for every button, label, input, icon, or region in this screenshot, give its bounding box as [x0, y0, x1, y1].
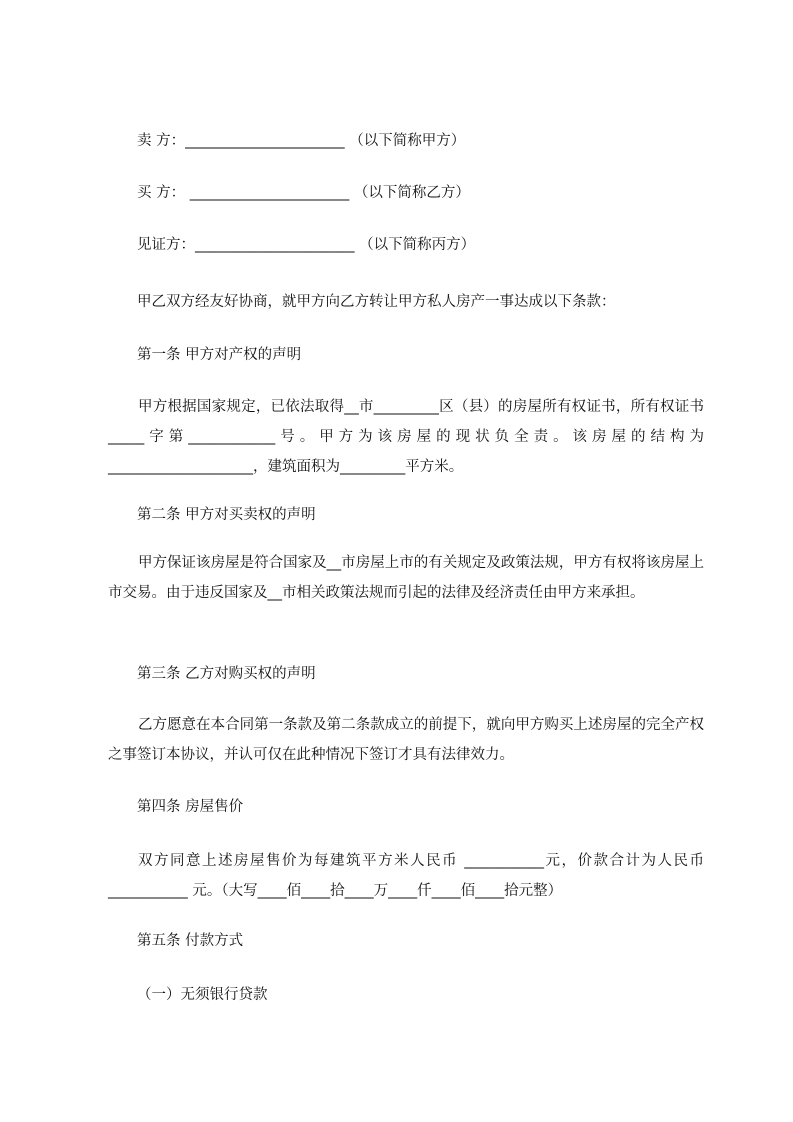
article-1-body: 甲方根据国家规定，已依法取得__市_________区（县）的房屋所有权证书，所有权证书_____字第____________号。甲方为该房屋的现状负全责。该房屋的结构为 ____________________，建筑面积为_________平方米。 [108, 399, 704, 475]
article-4-title: 第四条 房屋售价 [137, 799, 244, 815]
article-1-title: 第一条 甲方对产权的声明 [137, 347, 302, 363]
article-2-title: 第二条 甲方对买卖权的声明 [137, 507, 316, 523]
article-3-title: 第三条 乙方对购买权的声明 [137, 666, 316, 682]
article-5-title: 第五条 付款方式 [137, 933, 244, 949]
intro-text: 甲乙双方经友好协商，就甲方向乙方转让甲方私人房产一事达成以下条款： [137, 294, 616, 310]
article-2-body: 甲方保证该房屋是符合国家及__市房屋上市的有关规定及政策法规，甲方有权将该房屋上市交易。由于违反国家及__市相关政策法规而引起的法律及经济责任由甲方来承担。 [108, 555, 704, 601]
buyer-line: 买 方： ______________________ （以下简称乙方） [137, 185, 470, 201]
subsection-title: （一）无须银行贷款 [137, 987, 268, 1003]
article-3-body: 乙方愿意在本合同第一条款及第二条款成立的前提下，就向甲方购买上述房屋的完全产权之事签订本协议，并认可仅在此种情况下签订才具有法律效力。 [108, 717, 704, 763]
seller-line: 卖 方：______________________ （以下简称甲方） [137, 133, 466, 149]
witness-line: 见证方：______________________ （以下简称丙方） [137, 237, 476, 253]
article-4-body: 双方同意上述房屋售价为每建筑平方米人民币 ___________元，价款合计为人民币___________ 元。（大写____佰____拾____万____仟____佰____拾元整） [108, 853, 704, 899]
